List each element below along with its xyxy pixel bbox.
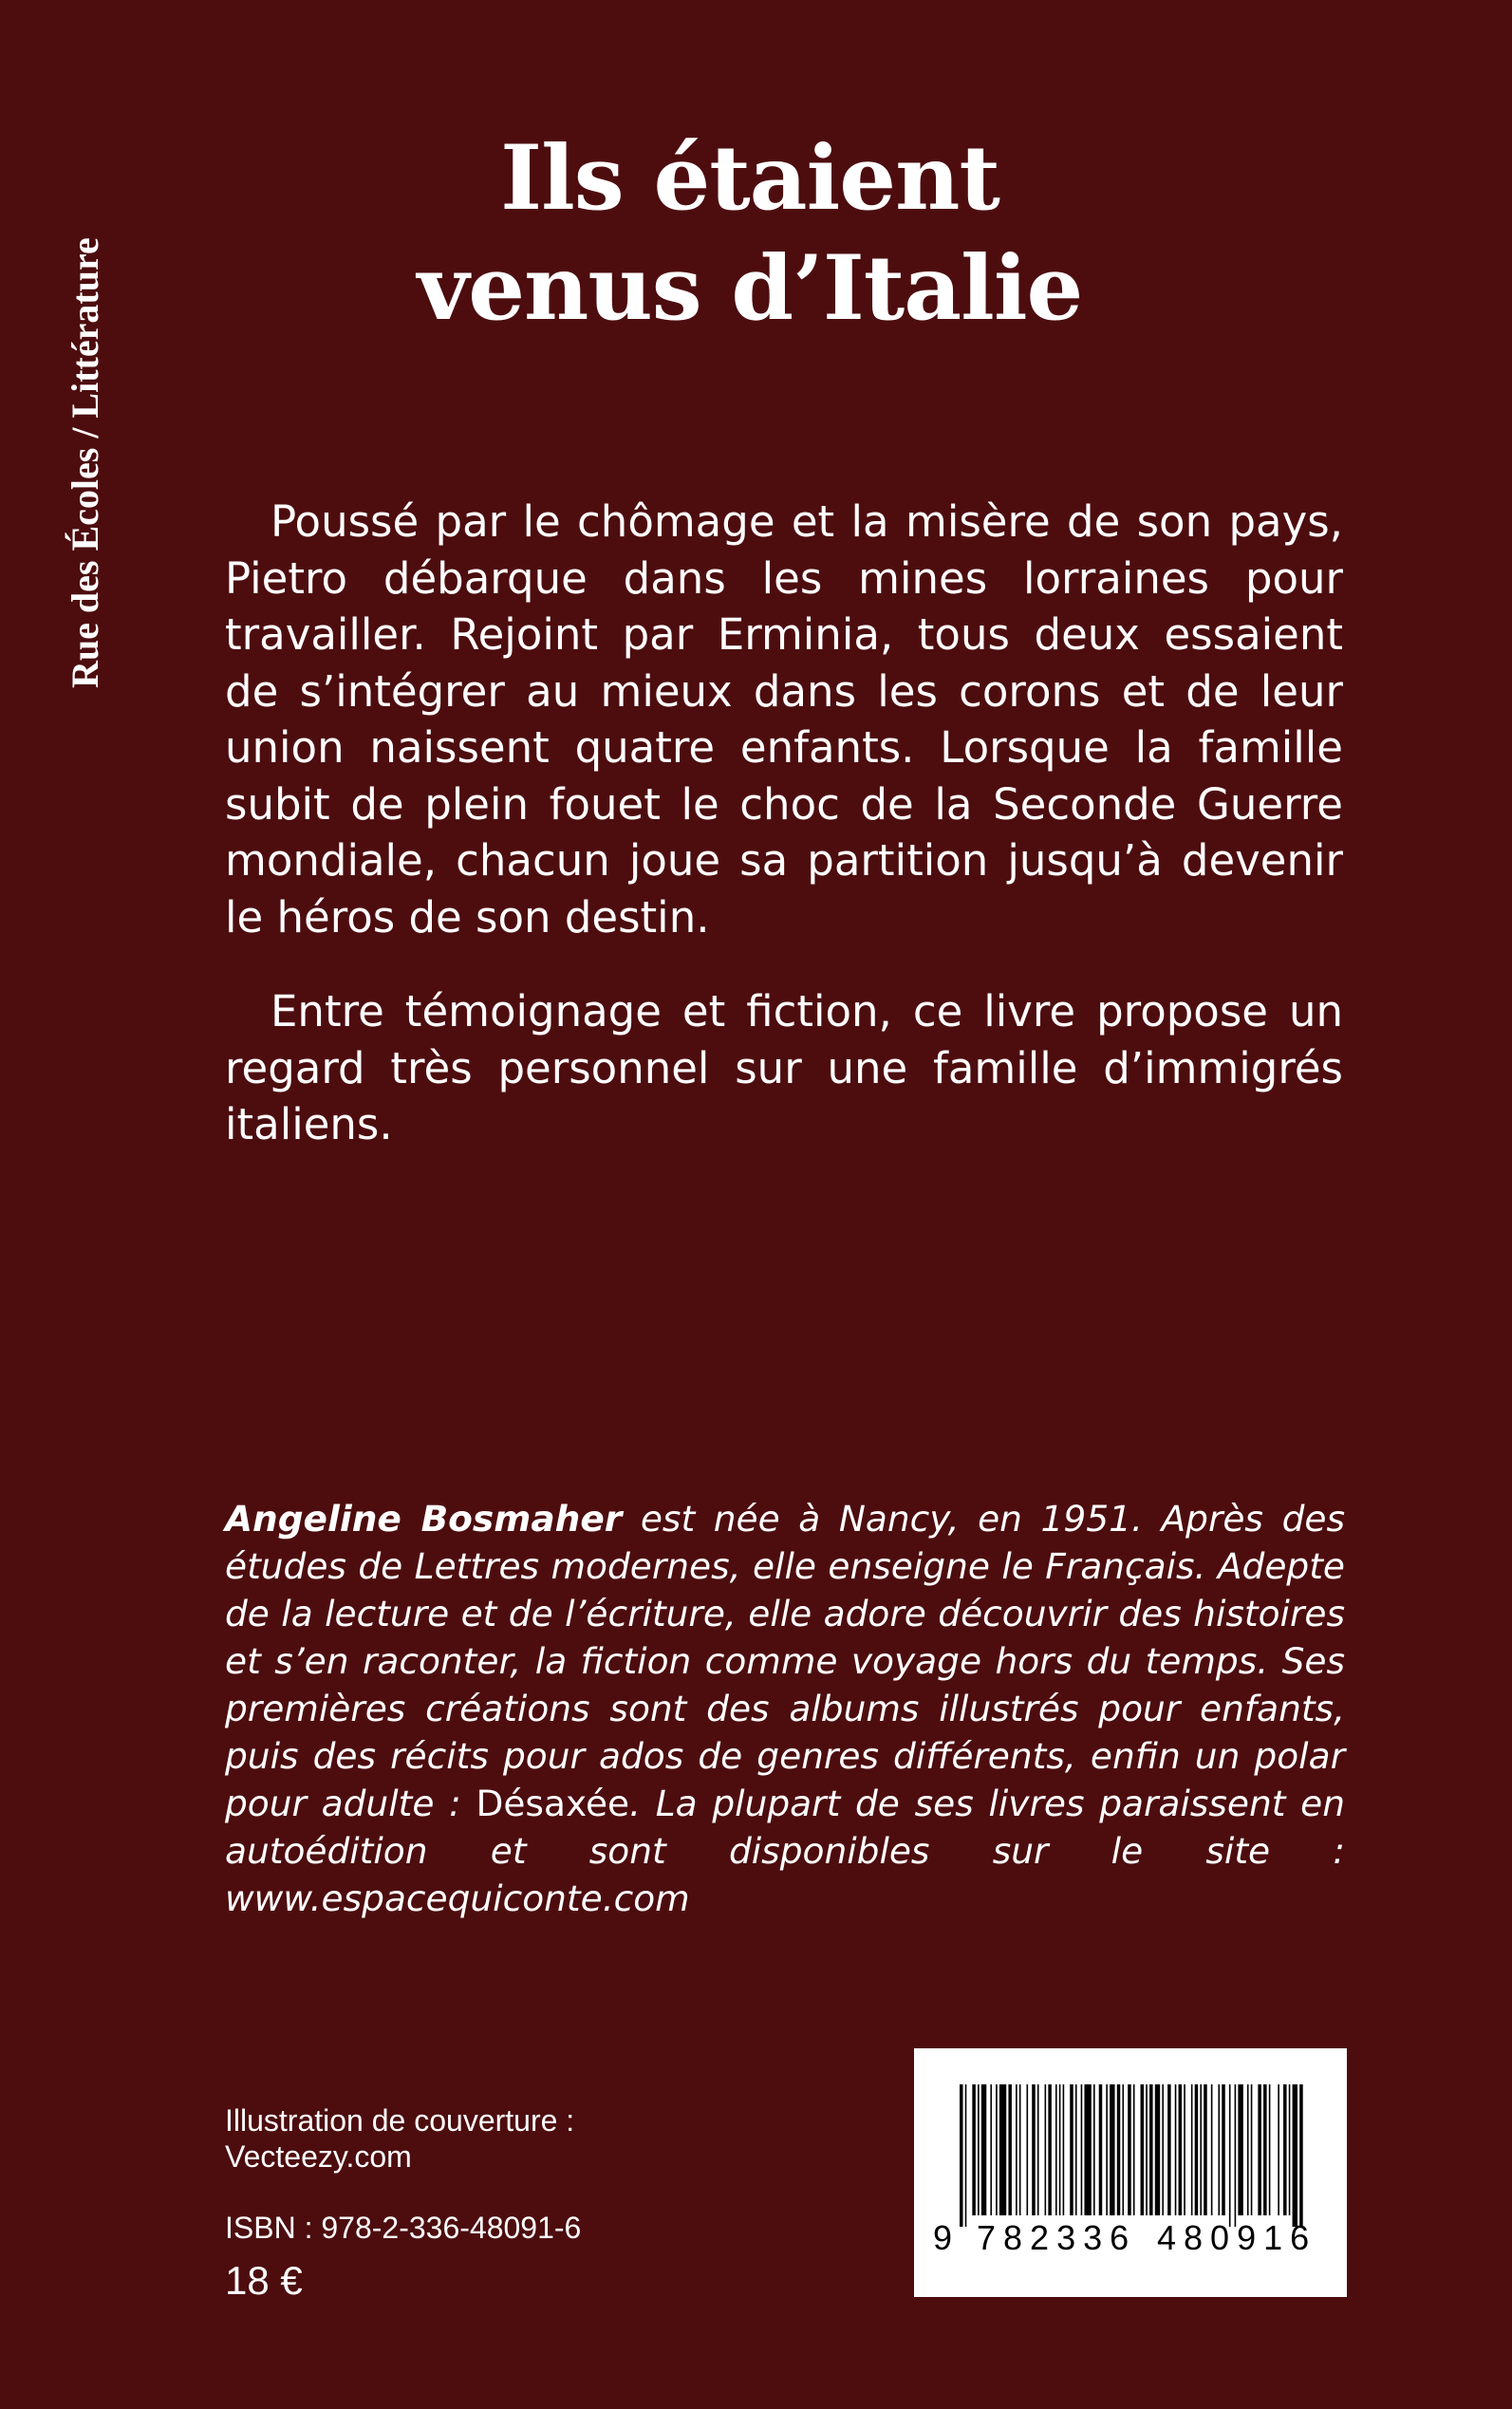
book-blurb [225, 494, 1343, 1191]
barcode-bar [1235, 2084, 1237, 2227]
credit-source: Vecteezy.com [225, 2139, 412, 2174]
barcode-bar [1289, 2084, 1291, 2215]
barcode-bar [1059, 2084, 1061, 2215]
barcode-bar [1200, 2084, 1202, 2215]
barcode-bar [1128, 2084, 1131, 2215]
barcode-bar [1075, 2084, 1077, 2215]
barcode-bar [1155, 2084, 1160, 2215]
barcode-bar [1149, 2084, 1153, 2215]
barcode-bar [990, 2084, 992, 2215]
barcode-first-digit: 9 [933, 2218, 953, 2257]
author-name: Angeline Bosmaher [225, 1498, 623, 1540]
barcode-bar [1037, 2084, 1039, 2215]
barcode-bar [1133, 2084, 1135, 2215]
barcode-bar [978, 2084, 980, 2215]
barcode-bar [1048, 2084, 1052, 2215]
blurb-paragraph: Entre témoignage et fiction, ce livre propose un regard très personnel sur une famille d’immigrés italiens. [225, 986, 1343, 1149]
barcode-bar [1084, 2084, 1091, 2215]
barcode-bar [1032, 2084, 1036, 2215]
barcode-bar [1258, 2084, 1261, 2215]
barcode-bar [1278, 2084, 1279, 2215]
blurb-paragraph: Poussé par le chômage et la misère de son pays, Pietro débarque dans les mines lorraines pour travailler. Rejoint par Erminia, tous deux essaient de s’intégrer au mieux dans les corons et de leur union naissent quatre enfants. Lorsque la famille subit de plein fouet le choc de la Seconde Guerre mondiale, chacun joue sa partition jusqu’à devenir le héros de son destin. [225, 496, 1343, 943]
barcode-bar [1263, 2084, 1267, 2215]
barcode-bar [960, 2084, 963, 2227]
barcode-bar [1016, 2084, 1017, 2215]
barcode-bar [1299, 2084, 1303, 2227]
barcode-bar [996, 2084, 998, 2215]
barcode-bar [1283, 2084, 1287, 2215]
bio-text: . La plupart de ses livres paraissent en autoédition et sont disponibles sur le site : www.espacequiconte.com [225, 1783, 1345, 1919]
barcode-left-group: 782336 [977, 2218, 1137, 2257]
barcode-bar [1026, 2084, 1028, 2215]
barcode-bar [1218, 2084, 1220, 2215]
barcode-bar [1211, 2084, 1213, 2215]
book-title [228, 123, 1272, 344]
title-line-1: Ils étaient [500, 126, 999, 231]
barcode-bar [1045, 2084, 1047, 2215]
barcode-bar [1093, 2084, 1095, 2215]
bio-book-title: Désaxée [476, 1783, 630, 1824]
spine-collection-label: Rue des Écoles / Littérature [64, 237, 106, 688]
barcode-bar [1175, 2084, 1177, 2215]
barcode-right-group: 480916 [1157, 2218, 1317, 2257]
barcode-bar [999, 2084, 1006, 2215]
barcode-bar [1117, 2084, 1121, 2215]
barcode-bar [1184, 2084, 1185, 2215]
barcode-bar [1238, 2084, 1242, 2215]
barcode [914, 2048, 1347, 2297]
isbn-number: ISBN : 978-2-336-48091-6 [225, 2211, 582, 2245]
barcode-bar [1019, 2084, 1021, 2215]
barcode-bars [960, 2084, 1303, 2227]
barcode-bar [1070, 2084, 1073, 2215]
barcode-bar [1191, 2084, 1193, 2215]
barcode-bar [1162, 2084, 1164, 2215]
barcode-bar [1222, 2084, 1225, 2215]
barcode-bar [1008, 2084, 1012, 2215]
barcode-bar [1204, 2084, 1207, 2215]
barcode-bar [965, 2084, 967, 2227]
barcode-bar [1122, 2084, 1124, 2215]
barcode-bar [1081, 2084, 1083, 2215]
price: 18 € [225, 2258, 303, 2303]
barcode-bar [1293, 2084, 1297, 2227]
barcode-bar [1106, 2084, 1108, 2215]
cover-illustration-credit [225, 2102, 574, 2175]
credit-label: Illustration de couverture : [225, 2103, 575, 2138]
barcode-bar [1229, 2084, 1231, 2227]
barcode-bar [1167, 2084, 1171, 2215]
barcode-bar [1251, 2084, 1253, 2215]
barcode-digits [933, 2219, 1332, 2257]
barcode-bar [1146, 2084, 1148, 2215]
barcode-bar [1099, 2084, 1103, 2215]
barcode-bar [1247, 2084, 1249, 2215]
barcode-bar [1269, 2084, 1271, 2215]
barcode-bar [1063, 2084, 1065, 2215]
author-biography [225, 1495, 1345, 1922]
barcode-bar [981, 2084, 986, 2215]
barcode-bar [1141, 2084, 1145, 2215]
barcode-bar [1055, 2084, 1057, 2215]
title-line-2: venus d’Italie [417, 236, 1083, 341]
barcode-bar [1110, 2084, 1114, 2215]
barcode-bar [972, 2084, 976, 2215]
barcode-bar [1179, 2084, 1183, 2215]
barcode-bar [1195, 2084, 1199, 2215]
bio-text: est née à Nancy, en 1951. Après des études de Lettres modernes, elle enseigne le Français. Adepte de la lecture et de l’écriture, elle adore découvrir des histoires et s’en raconter, la fiction comme voyage hors du temps. Ses premières créations sont des albums illustrés pour enfants, puis des récits pour ados de genres différents, enfin un polar pour adulte : [225, 1498, 1345, 1824]
